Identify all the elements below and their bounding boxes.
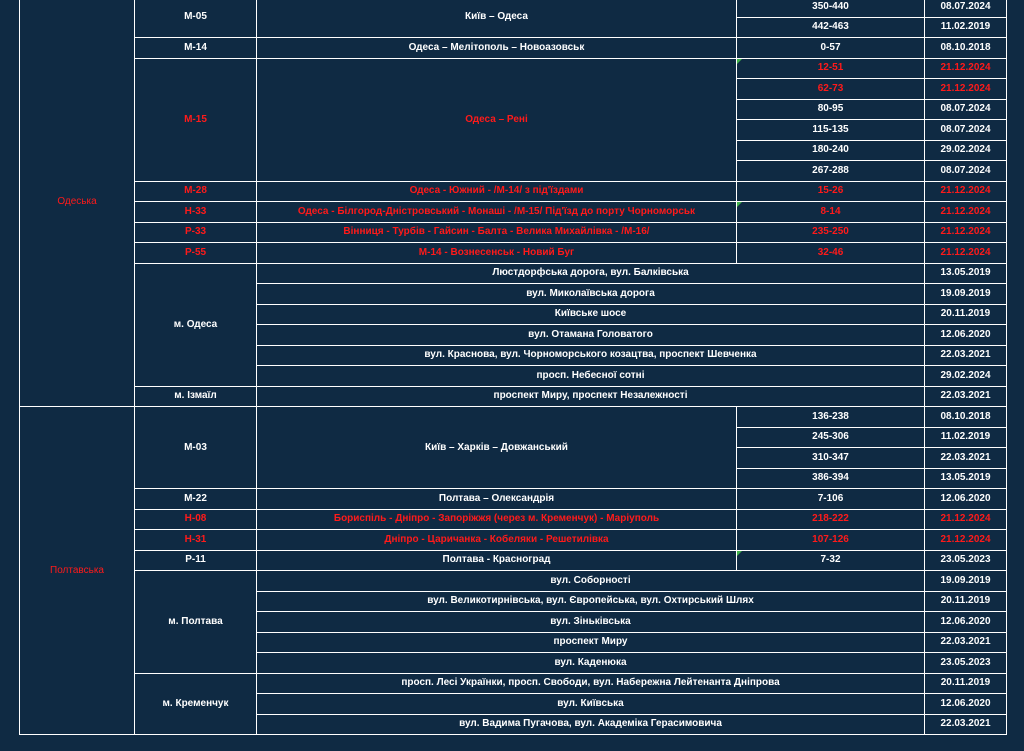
date-cell: 11.02.2019 (925, 427, 1007, 448)
date-cell: 08.10.2018 (925, 407, 1007, 428)
km-range: 115-135 (737, 120, 925, 141)
street-name: проспект Миру (257, 632, 925, 653)
date-cell: 12.06.2020 (925, 694, 1007, 715)
road-number: М-14 (135, 38, 257, 59)
km-range: 442-463 (737, 17, 925, 38)
city-name: м. Полтава (135, 571, 257, 674)
km-range: 310-347 (737, 448, 925, 469)
table-row (20, 509, 1007, 530)
table-row (20, 550, 1007, 571)
table-row (20, 673, 1007, 694)
km-range: 180-240 (737, 140, 925, 161)
road-route: Полтава – Олександрія (257, 489, 737, 510)
table-row (20, 530, 1007, 551)
date-cell: 19.09.2019 (925, 284, 1007, 305)
road-number: Р-33 (135, 222, 257, 243)
table-row (20, 243, 1007, 264)
road-route: Дніпро - Царичанка - Кобеляки - Решетилівка (257, 530, 737, 551)
date-cell: 13.05.2019 (925, 263, 1007, 284)
km-range: 0-57 (737, 38, 925, 59)
km-range: 235-250 (737, 222, 925, 243)
road-route: Вінниця - Турбів - Гайсин - Балта - Велика Михайлівка - /М-16/ (257, 222, 737, 243)
date-cell: 20.11.2019 (925, 673, 1007, 694)
km-range: 386-394 (737, 468, 925, 489)
road-route: Київ – Одеса (257, 0, 737, 38)
date-cell: 22.03.2021 (925, 714, 1007, 735)
km-range: 32-46 (737, 243, 925, 264)
region-odeska: Одеська (20, 0, 135, 407)
table-row (20, 181, 1007, 202)
street-name: просп. Лесі Українки, просп. Свободи, вул. Набережна Лейтенанта Дніпрова (257, 673, 925, 694)
date-cell: 22.03.2021 (925, 345, 1007, 366)
km-range: 12-51 (737, 58, 925, 79)
street-name: вул. Зіньківська (257, 612, 925, 633)
date-cell: 21.12.2024 (925, 79, 1007, 100)
date-cell: 22.03.2021 (925, 448, 1007, 469)
km-range: 350-440 (737, 0, 925, 17)
table-row (20, 38, 1007, 59)
table-row (20, 0, 1007, 17)
date-cell: 08.10.2018 (925, 38, 1007, 59)
date-cell: 19.09.2019 (925, 571, 1007, 592)
date-cell: 21.12.2024 (925, 58, 1007, 79)
road-number: Р-11 (135, 550, 257, 571)
date-cell: 08.07.2024 (925, 0, 1007, 17)
road-number: Н-33 (135, 202, 257, 223)
date-cell: 22.03.2021 (925, 386, 1007, 407)
street-name: вул. Каденюка (257, 653, 925, 674)
street-name: просп. Небесної сотні (257, 366, 925, 387)
table-row (20, 222, 1007, 243)
road-route: Полтава - Красноград (257, 550, 737, 571)
date-cell: 13.05.2019 (925, 468, 1007, 489)
road-number: М-03 (135, 407, 257, 489)
date-cell: 12.06.2020 (925, 325, 1007, 346)
road-number: М-28 (135, 181, 257, 202)
km-range: 62-73 (737, 79, 925, 100)
date-cell: 08.07.2024 (925, 120, 1007, 141)
road-route: Одеса - Білгород-Дністровський - Монаші - /М-15/ Під'їзд до порту Чорноморськ (257, 202, 737, 223)
date-cell: 23.05.2023 (925, 550, 1007, 571)
street-name: вул. Київська (257, 694, 925, 715)
table-row (20, 202, 1007, 223)
city-name: м. Ізмаїл (135, 386, 257, 407)
km-range: 7-106 (737, 489, 925, 510)
road-number: М-22 (135, 489, 257, 510)
road-number: М-15 (135, 58, 257, 181)
road-route: Одеса – Мелітополь – Новоазовськ (257, 38, 737, 59)
road-route: Київ – Харків – Довжанський (257, 407, 737, 489)
km-range: 8-14 (737, 202, 925, 223)
street-name: вул. Миколаївська дорога (257, 284, 925, 305)
road-number: Н-31 (135, 530, 257, 551)
date-cell: 12.06.2020 (925, 612, 1007, 633)
date-cell: 22.03.2021 (925, 632, 1007, 653)
table-row (20, 263, 1007, 284)
road-number: М-05 (135, 0, 257, 38)
street-name: вул. Соборності (257, 571, 925, 592)
region-poltavska: Полтавська (20, 407, 135, 735)
date-cell: 23.05.2023 (925, 653, 1007, 674)
street-name: Київське шосе (257, 304, 925, 325)
table-row (20, 489, 1007, 510)
road-number: Р-55 (135, 243, 257, 264)
date-cell: 21.12.2024 (925, 181, 1007, 202)
city-name: м. Одеса (135, 263, 257, 386)
km-range: 7-32 (737, 550, 925, 571)
street-name: вул. Великотирнівська, вул. Європейська, вул. Охтирський Шлях (257, 591, 925, 612)
street-name: Люстдорфська дорога, вул. Балківська (257, 263, 925, 284)
table-row (20, 407, 1007, 428)
table-row (20, 571, 1007, 592)
city-name: м. Кременчук (135, 673, 257, 735)
km-range: 218-222 (737, 509, 925, 530)
road-route: М-14 - Вознесенськ - Новий Буг (257, 243, 737, 264)
km-range: 107-126 (737, 530, 925, 551)
road-route: Бориспіль - Дніпро - Запоріжжя (через м. Кременчук) - Маріуполь (257, 509, 737, 530)
street-name: вул. Отамана Головатого (257, 325, 925, 346)
street-name: вул. Краснова, вул. Чорноморського козацтва, проспект Шевченка (257, 345, 925, 366)
date-cell: 21.12.2024 (925, 530, 1007, 551)
date-cell: 29.02.2024 (925, 366, 1007, 387)
km-range: 80-95 (737, 99, 925, 120)
street-name: вул. Вадима Пугачова, вул. Академіка Герасимовича (257, 714, 925, 735)
date-cell: 08.07.2024 (925, 99, 1007, 120)
date-cell: 21.12.2024 (925, 509, 1007, 530)
date-cell: 12.06.2020 (925, 489, 1007, 510)
road-number: Н-08 (135, 509, 257, 530)
roads-table (19, 0, 1007, 735)
date-cell: 29.02.2024 (925, 140, 1007, 161)
km-range: 136-238 (737, 407, 925, 428)
road-route: Одеса – Рені (257, 58, 737, 181)
km-range: 15-26 (737, 181, 925, 202)
table-row (20, 386, 1007, 407)
date-cell: 08.07.2024 (925, 161, 1007, 182)
date-cell: 21.12.2024 (925, 243, 1007, 264)
table-row (20, 58, 1007, 79)
km-range: 245-306 (737, 427, 925, 448)
date-cell: 21.12.2024 (925, 202, 1007, 223)
date-cell: 20.11.2019 (925, 591, 1007, 612)
date-cell: 21.12.2024 (925, 222, 1007, 243)
street-name: проспект Миру, проспект Незалежності (257, 386, 925, 407)
km-range: 267-288 (737, 161, 925, 182)
date-cell: 20.11.2019 (925, 304, 1007, 325)
road-route: Одеса - Южний - /М-14/ з під'їздами (257, 181, 737, 202)
date-cell: 11.02.2019 (925, 17, 1007, 38)
